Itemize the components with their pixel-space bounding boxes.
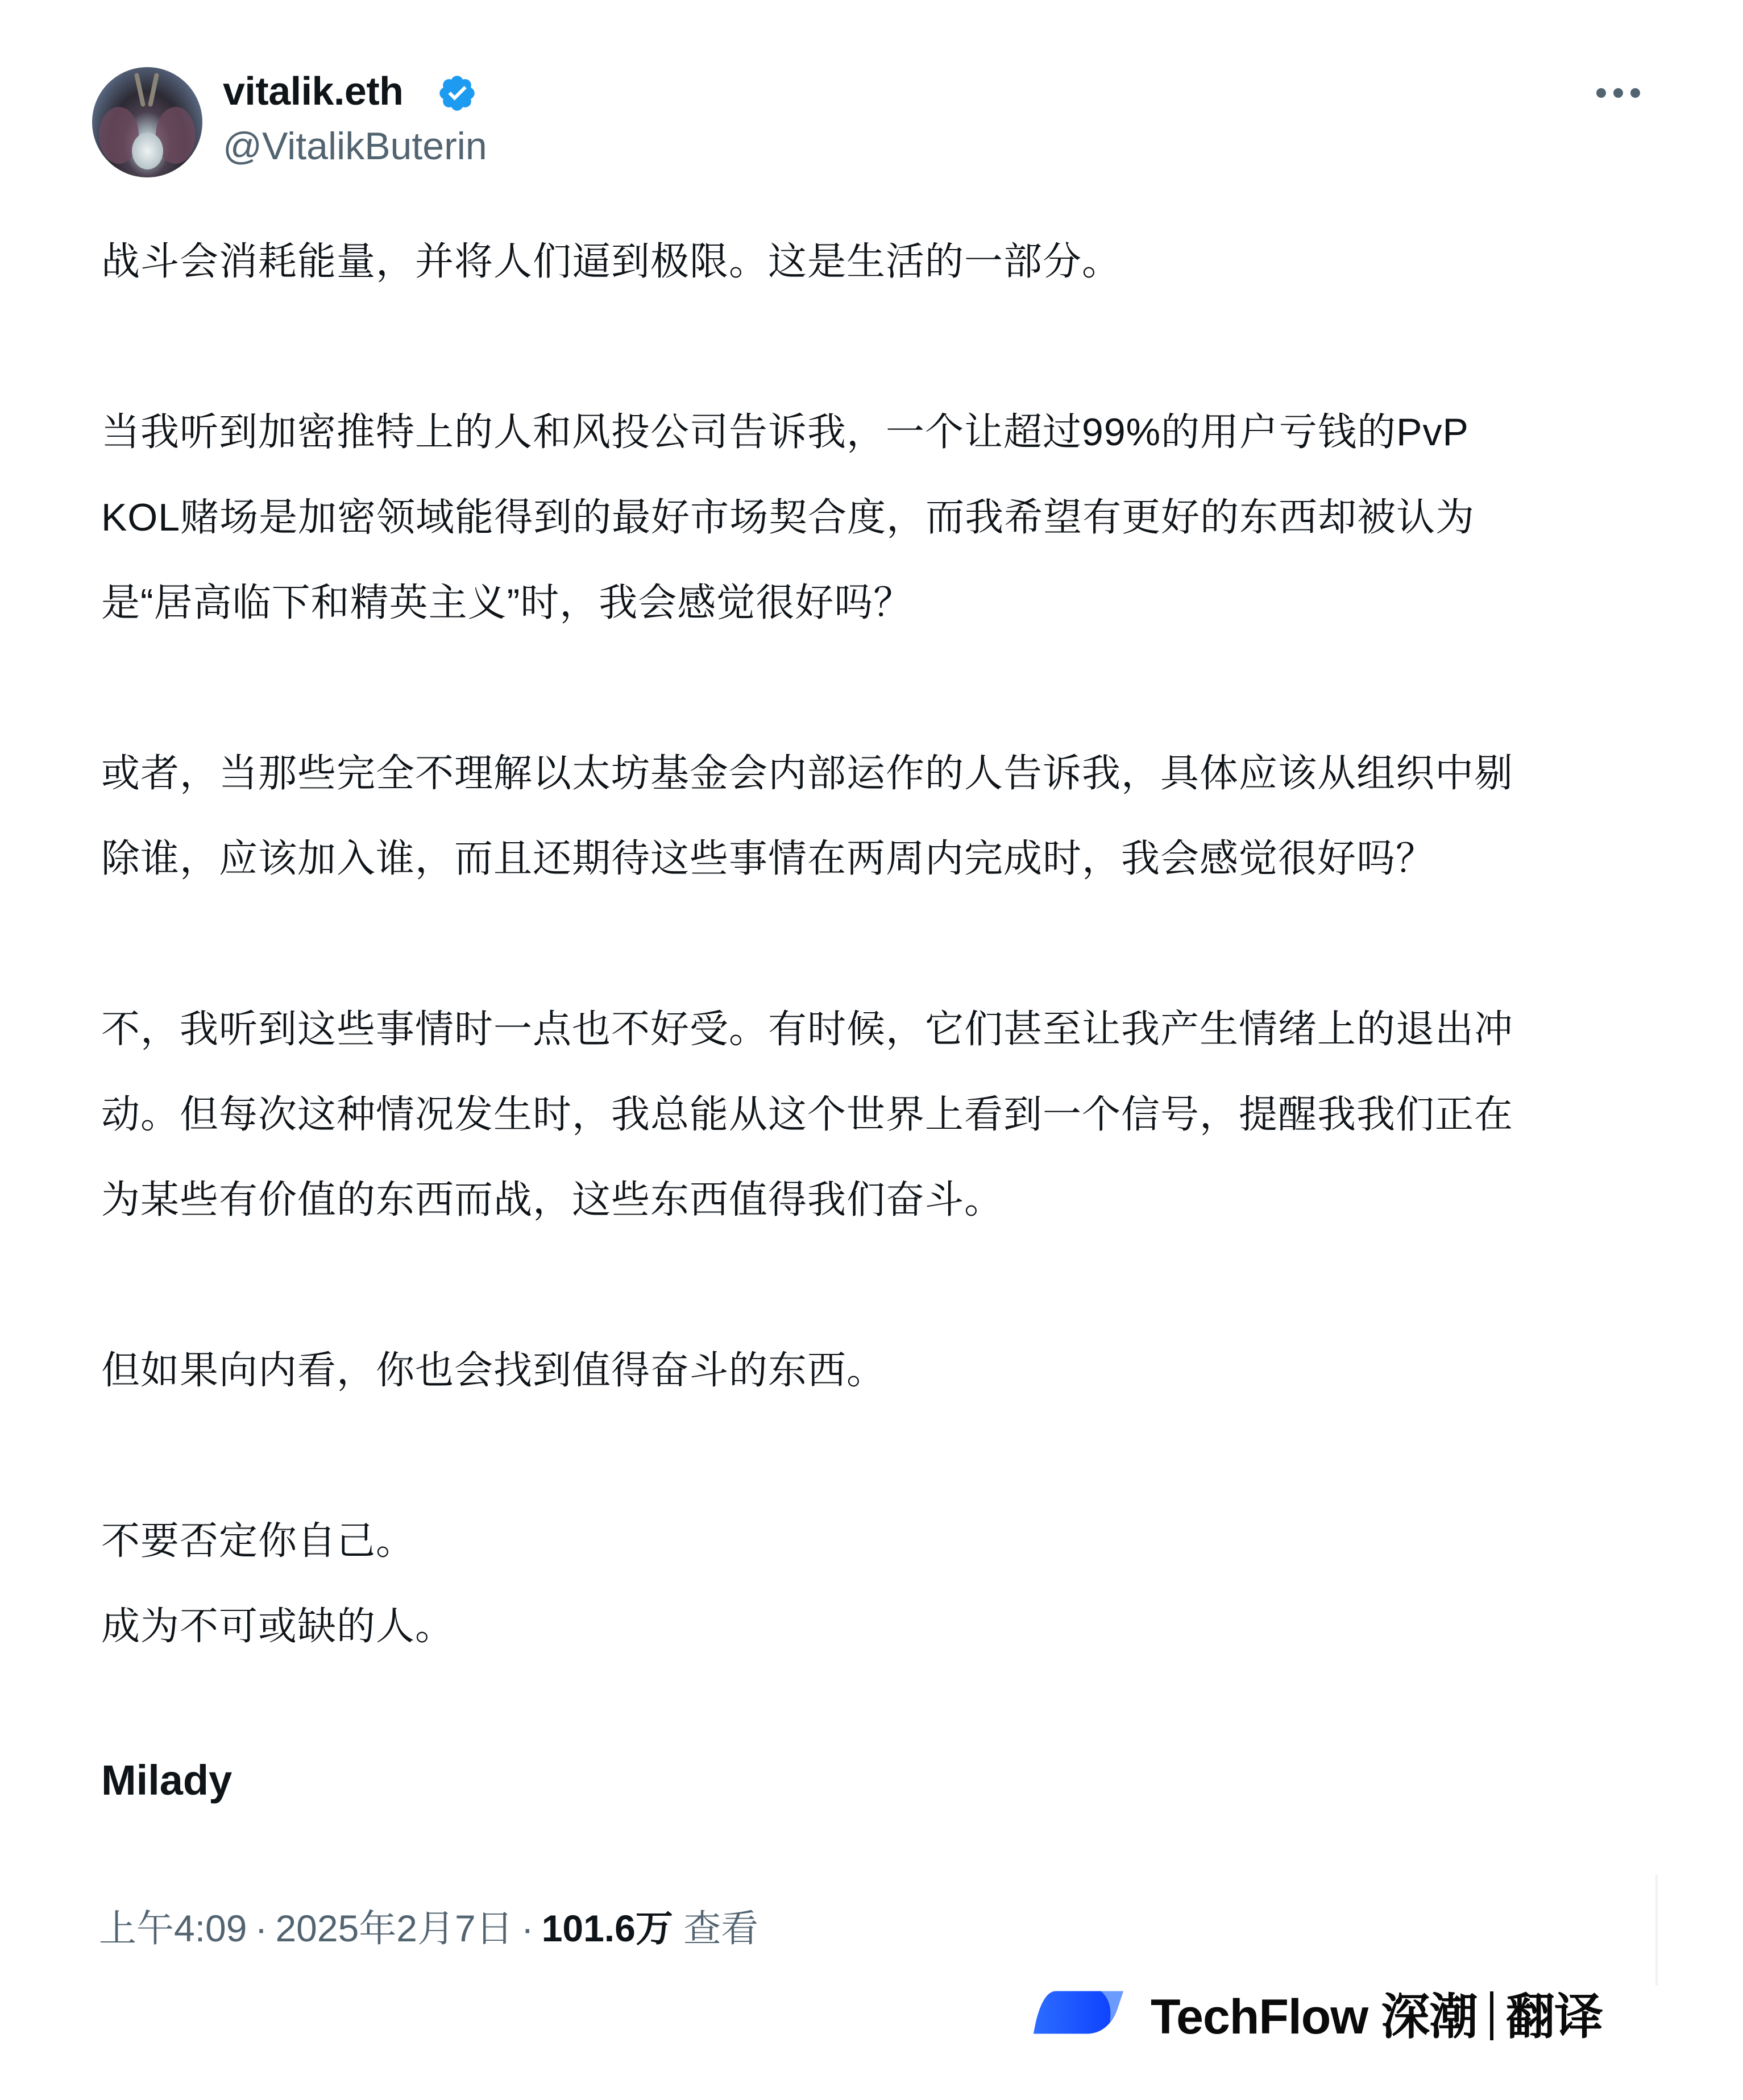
tweet-line: 动。但每次这种情况发生时，我总能从这个世界上看到一个信号，提醒我我们正在: [101, 1093, 1514, 1136]
views-label: 查看: [683, 1907, 759, 1949]
tweet-line: 为某些有价值的东西而战，这些东西值得我们奋斗。: [101, 1178, 1004, 1221]
divider: [1655, 1874, 1658, 1986]
tweet-date[interactable]: 2025年2月7日: [275, 1907, 513, 1949]
signature: Milady: [101, 1757, 233, 1804]
tweet-time[interactable]: 上午4:09: [99, 1907, 247, 1949]
avatar-decor: [148, 73, 159, 107]
avatar-decor: [134, 73, 146, 107]
tweet-line: 成为不可或缺的人。: [101, 1605, 455, 1648]
tweet-line: 战斗会消耗能量，并将人们逼到极限。这是生活的一部分。: [101, 240, 1122, 283]
display-name[interactable]: vitalik.eth: [223, 69, 404, 113]
tweet-meta: [99, 1898, 758, 1952]
more-horizontal-icon: [1613, 88, 1623, 98]
brand-name: TechFlow 深潮: [1151, 1990, 1478, 2044]
brand-suffix: 翻译: [1506, 1990, 1603, 2044]
tweet-line: 除谁，应该加入谁，而且还期待这些事情在两周内完成时，我会感觉很好吗？: [101, 837, 1435, 880]
tweet-line: 不，我听到这些事情时一点也不好受。有时候，它们甚至让我产生情绪上的退出冲: [101, 1008, 1514, 1051]
meta-separator: ·: [521, 1907, 534, 1949]
more-horizontal-icon: [1630, 88, 1640, 98]
user-handle[interactable]: @VitalikButerin: [223, 125, 487, 168]
more-horizontal-icon: [1596, 88, 1606, 98]
techflow-logo-icon: [1034, 1991, 1123, 2034]
tweet-line: 当我听到加密推特上的人和风投公司告诉我，一个让超过99%的用户亏钱的PvP: [101, 411, 1469, 454]
avatar[interactable]: [92, 67, 202, 177]
tweet-line: 是“居高临下和精英主义”时，我会感觉很好吗？: [101, 581, 913, 624]
more-options-button[interactable]: [1596, 84, 1642, 101]
views-count: 101.6万: [541, 1907, 673, 1949]
tweet-line: 不要否定你自己。: [101, 1519, 416, 1563]
brand-separator: [1490, 1991, 1493, 2040]
avatar-decor: [132, 132, 163, 169]
meta-separator: ·: [255, 1907, 268, 1949]
tweet-line: KOL赌场是加密领域能得到的最好市场契合度，而我希望有更好的东西却被认为: [101, 496, 1475, 539]
tweet-line: 或者，当那些完全不理解以太坊基金会内部运作的人告诉我，具体应该从组织中剔: [101, 752, 1514, 795]
techflow-watermark: [1034, 1987, 1603, 2044]
verified-badge-icon: [437, 73, 478, 114]
tweet-line: 但如果向内看，你也会找到值得奋斗的东西。: [101, 1349, 886, 1392]
